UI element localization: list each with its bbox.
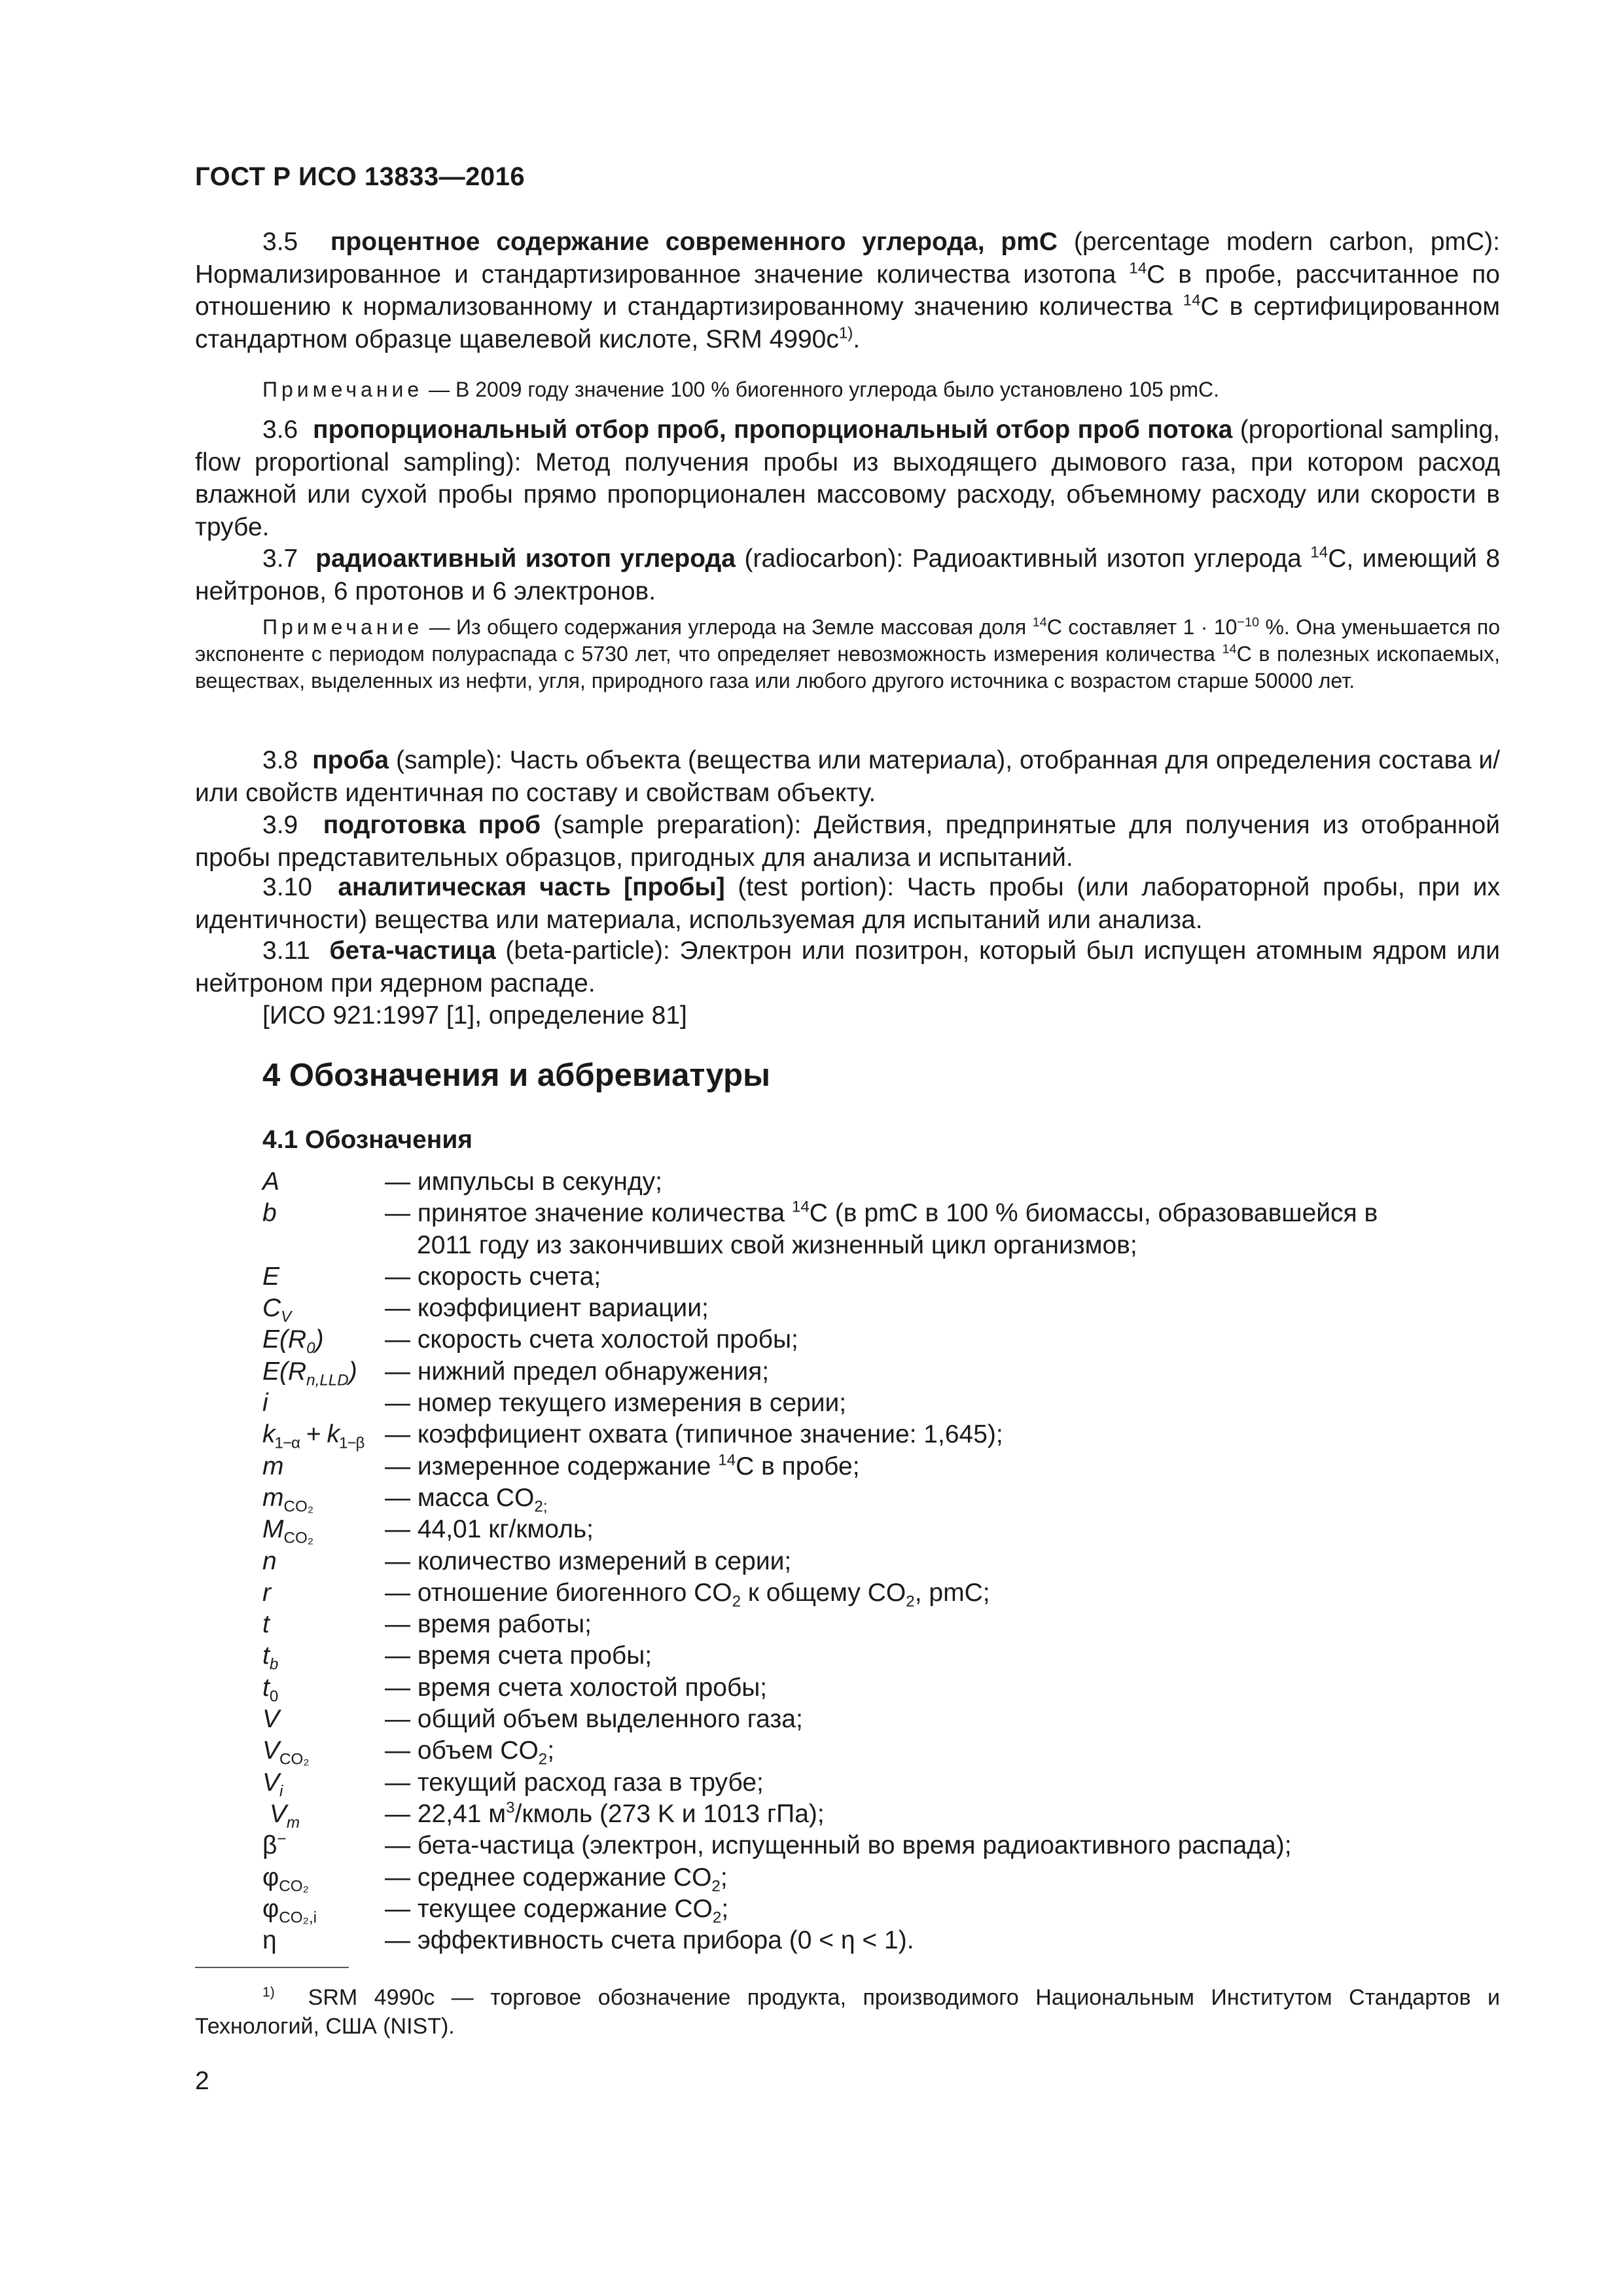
note-1: Примечание — В 2009 году значение 100 % биогенного углерода было установлено 105 pmC. [262,378,1220,401]
term-3-9: 3.9 подготовка проб (sample preparation): Действия, предпринятые для получения из отобранной пробы представительных образцов, пригодных для анализа и испытаний. [195,811,1501,872]
symbol-row: $V_{CO_2}$ — объем $CO_2$; [262,1736,555,1768]
symbol-row: $t_0$ — время счета холостой пробы; [262,1673,768,1706]
symbol-row: r — отношение биогенного $CO_2$ к общему $CO_2$, pmC; [262,1578,990,1611]
symbol-row: $E(R_{n,LLD})$ — нижний предел обнаружения; [262,1357,770,1390]
symbol-row: $E(R_0)$ — скорость счета холостой пробы; [262,1325,798,1357]
symbol-row: β− — бета-частица (электрон, испущенный во время радиоактивного распада); [262,1830,1292,1860]
term-3-8: 3.8 проба (sample): Часть объекта (вещества или материала), отобранная для определения состава и/или свойств идентичная по составу и свойствам объекту. [195,746,1500,807]
symbol-row: E — скорость счета; [262,1262,601,1291]
term-3-6: 3.6 пропорциональный отбор проб, пропорциональный отбор проб потока (proportional sampling, flow proportional sampling): Метод получения пробы из выходящего дымового газа, при котором расход влажной или сухой пробы прямо пропорционален массовому расходу, объемному расходу или скорости в трубе. [195,416,1500,541]
symbol-row: $\varphi_{CO_2}$ — среднее содержание $CO_2$; [262,1863,728,1895]
term-3-7: 3.7 радиоактивный изотоп углерода (radiocarbon): Радиоактивный изотоп углерода $^{14}$C, имеющий 8 нейтронов, 6 протонов и 6 электронов. [195,543,1501,605]
footnote-mark: 1) [262,1984,275,2000]
symbol-row: V — общий объем выделенного газа; [262,1705,803,1734]
symbol-row: n — количество измерений в серии; [262,1547,792,1575]
symbol-row: b — принятое значение количества $^{14}$C (в pmC в 100 % биомассы, образовавшейся в 2011 году из закончивших свой жизненный цикл организмов; [262,1198,1378,1259]
term-3-10: 3.10 аналитическая часть [пробы] (test portion): Часть пробы (или лабораторной пробы, при их идентичности) вещества или материала, используемая для испытаний или анализа. [195,873,1500,934]
term-3-11: 3.11 бета-частица (beta-particle): Электрон или позитрон, который был испущен атомным ядром или нейтроном при ядерном распаде. [ИСО 921:1997 [1], определение 81] [195,935,1500,1032]
symbol-row: $V_m$ — 22,41 $м^3$/кмоль (273 K и 1013 гПа); [269,1799,825,1832]
symbol-row: $M_{CO_2}$ — 44,01 кг/кмоль; [262,1515,594,1547]
symbol-row: $V_i$ — текущий расход газа в трубе; [262,1768,764,1801]
symbol-row: $C_V$ — коэффициент вариации; [262,1294,709,1326]
footnote-divider [195,1967,349,1968]
subsection-heading: 4.1 Обозначения [262,1126,473,1154]
symbol-row: η — эффективность счета прибора (0 < η < 1). [262,1926,914,1955]
symbol-row: t — время работы; [262,1610,592,1639]
reference: [ИСО 921:1997 [1], определение 81] [262,1001,687,1030]
page-number: 2 [195,2067,209,2095]
symbol-row: i — номер текущего измерения в серии; [262,1389,847,1418]
footnote: $^{1)}$ SRM 4990c — торговое обозначение продукта, производимого Национальным Институтом Стандартов и Технологий, США (NIST). [195,1984,1500,2039]
footnote-ref: 1) [838,324,853,342]
term-title: процентное содержание современного углерода, pmC [330,228,1058,256]
symbol-row: $k_{1-\alpha} + k_{1-\beta}$ — коэффициент охвата (типичное значение: 1,645); [262,1420,1003,1452]
symbol-row: m — измеренное содержание $^{14}$C в пробе; [262,1451,860,1480]
note-2: Примечание — Из общего содержания углерода на Земле массовая доля $^{14}$C составляет $1 \cdot 10^{-10}$ %. Она уменьшается по экспоненте с периодом полураспада с 5730 лет, что определяет невозможность измерения количества $^{14}$C в полезных ископаемых, веществах, выделенных из нефти, угля, природного газа или любого другого источника с возрастом старше 50000 лет. [195,615,1501,692]
symbol-row: $t_b$ — время счета пробы; [262,1641,652,1674]
symbol-row: $m_{CO_2}$ — масса $CO_{2;}$ [262,1483,548,1516]
symbol-row: A — импульсы в секунду; [262,1168,663,1196]
running-header: ГОСТ Р ИСО 13833—2016 [195,162,526,191]
term-3-5: 3.5 процентное содержание современного углерода, pmC (percentage modern carbon, pmC): Нормализированное и стандартизированное значение количества изотопа $^{14}$C в пробе, рассчитанное по отношению к нормализованному и стандартизированному значению количества $^{14}$C в сертифицированном стандартном образце щавелевой кислоте, SRM $4990c^{1)}$. [195,228,1501,353]
symbol-row: $\varphi_{CO_2,i}$ — текущее содержание $CO_2$; [262,1894,729,1927]
symbol-list [262,1166,1500,1956]
section-heading: 4 Обозначения и аббревиатуры [262,1058,770,1093]
